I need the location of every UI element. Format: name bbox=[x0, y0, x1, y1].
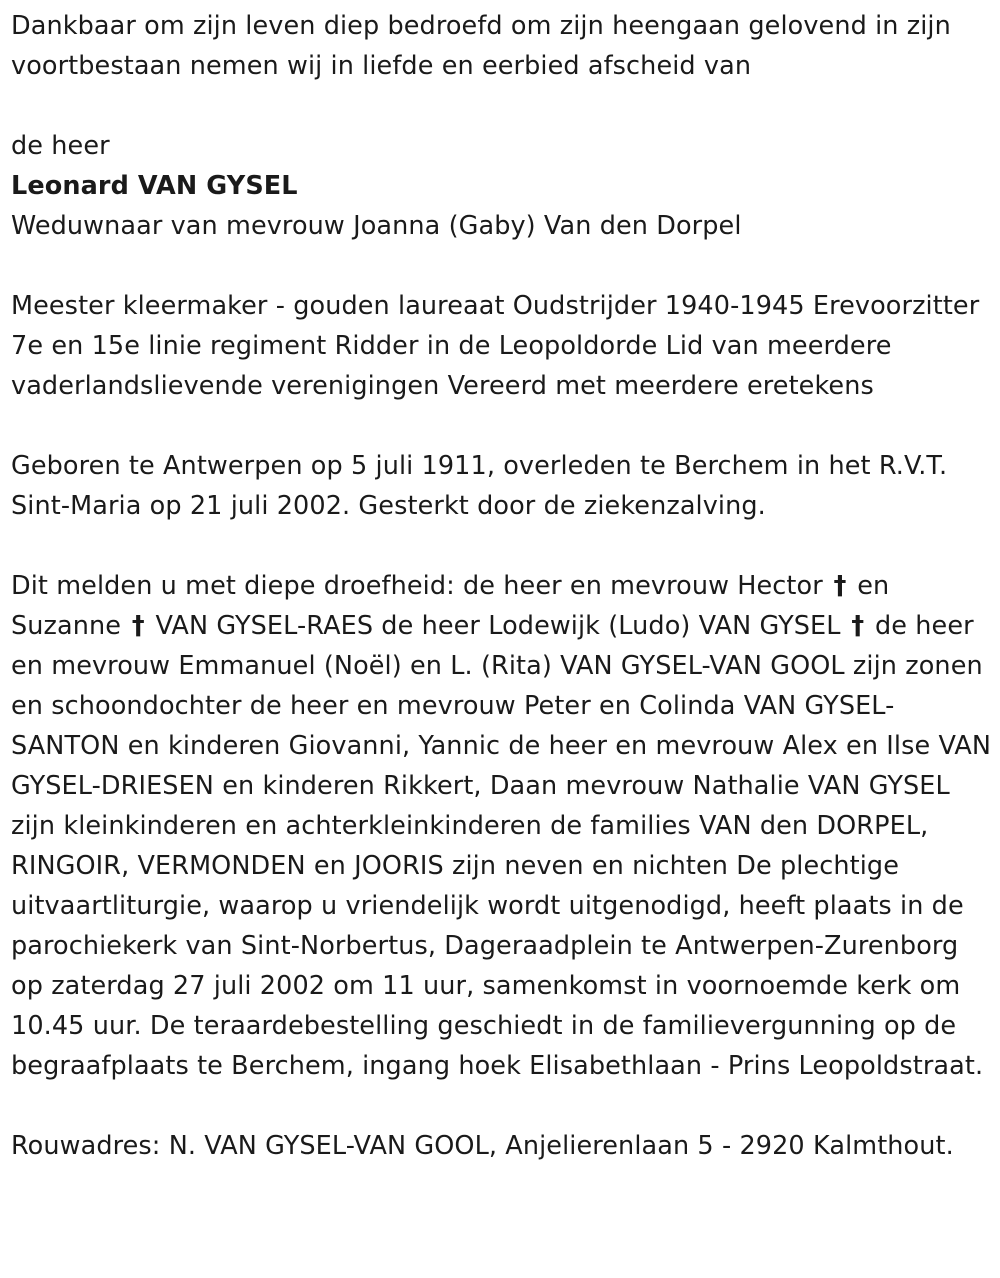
birth-death-text: Geboren te Antwerpen op 5 juli 1911, overleden te Berchem in het R.V.T. Sint-Maria op 21 juli 2002. Gesterkt door de ziekenzalving. bbox=[11, 451, 948, 521]
family-text-1: Dit melden u met diepe droefheid: de heer en mevrouw Hector bbox=[11, 571, 823, 601]
intro-text: Dankbaar om zijn leven diep bedroefd om zijn heengaan gelovend in zijn voortbestaan nemen wij in liefde en eerbied afscheid van bbox=[11, 11, 951, 81]
family-text-3: VAN GYSEL-RAES de heer Lodewijk (Ludo) VAN GYSEL bbox=[155, 611, 841, 641]
family-announcement bbox=[11, 566, 996, 1086]
obituary-notice bbox=[11, 6, 996, 1166]
salutation: de heer bbox=[11, 131, 110, 161]
family-text-4: de heer en mevrouw Emmanuel (Noël) en L. (Rita) VAN GYSEL-VAN GOOL zijn zonen en schoondochter de heer en mevrouw Peter en Colinda VAN GYSEL-SANTON en kinderen Giovanni, Yannic de heer en mevrouw Alex en Ilse VAN GYSEL-DRIESEN en kinderen Rikkert, Daan mevrouw Nathalie VAN GYSEL zijn kleinkinderen en achterkleinkinderen de families VAN den DORPEL, RINGOIR, VERMONDEN en JOORIS zijn neven en nichten De plechtige uitvaartliturgie, waarop u vriendelijk wordt uitgenodigd, heeft plaats in de parochiekerk van Sint-Norbertus, Dageraadplein te Antwerpen-Zurenborg op zaterdag 27 juli 2002 om 11 uur, samenkomst in voornoemde kerk om 10.45 uur. De teraardebestelling geschiedt in de familievergunning op de begraafplaats te Berchem, ingang hoek Elisabethlaan - Prins Leopoldstraat. bbox=[11, 611, 992, 1081]
cross-icon: † bbox=[833, 571, 847, 601]
honors-text: Meester kleermaker - gouden laureaat Oudstrijder 1940-1945 Erevoorzitter 7e en 15e linie regiment Ridder in de Leopoldorde Lid van meerdere vaderlandslievende verenigingen Vereerd met meerdere eretekens bbox=[11, 291, 980, 401]
cross-icon: † bbox=[131, 611, 145, 641]
mourning-address: Rouwadres: N. VAN GYSEL-VAN GOOL, Anjelierenlaan 5 - 2920 Kalmthout. bbox=[11, 1131, 954, 1161]
family-text-2: en Suzanne bbox=[11, 571, 890, 641]
cross-icon: † bbox=[851, 611, 865, 641]
deceased-name: Leonard VAN GYSEL bbox=[11, 171, 298, 201]
widower-text: Weduwnaar van mevrouw Joanna (Gaby) Van den Dorpel bbox=[11, 211, 742, 241]
